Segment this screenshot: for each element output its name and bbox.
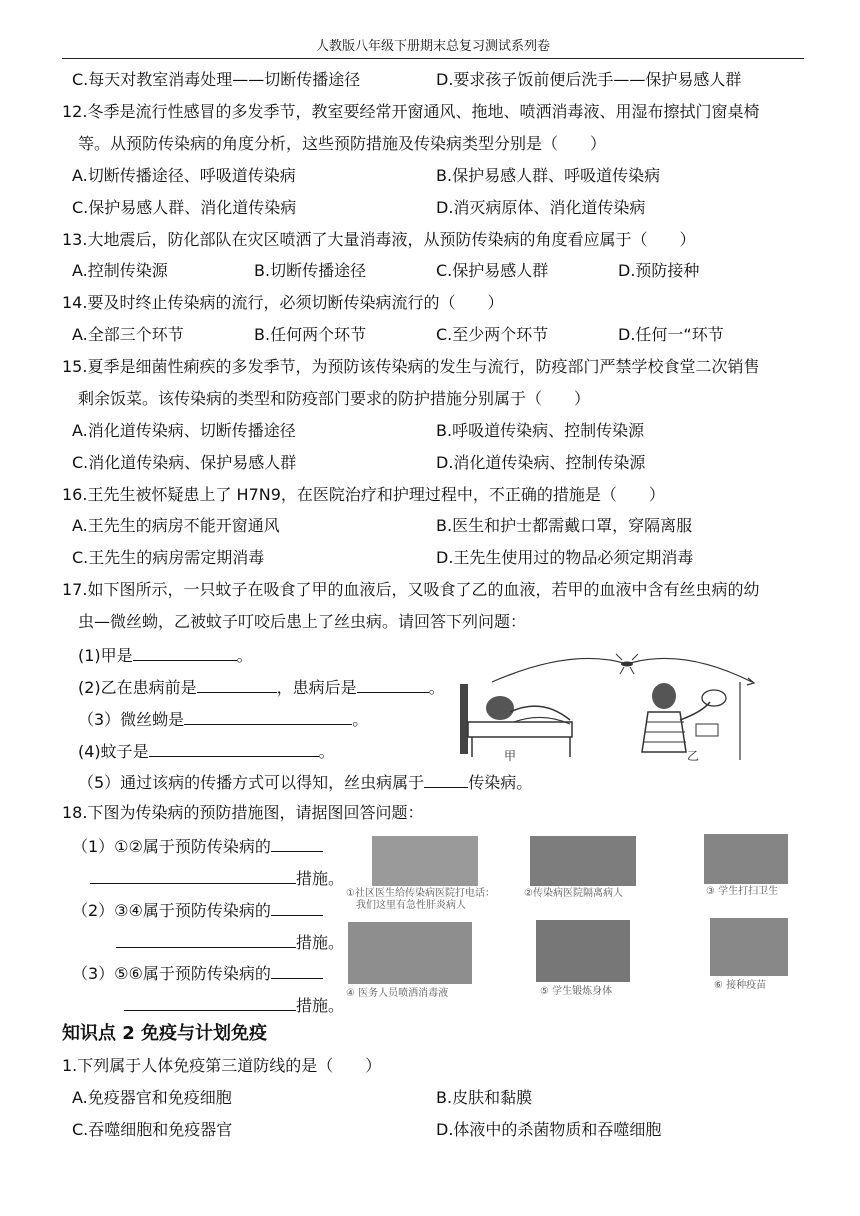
label-jia: 甲 <box>504 749 517 763</box>
q13-option-b: B.切断传播途径 <box>254 261 367 280</box>
q15-option-a: A.消化道传染病、切断传播途径 <box>72 421 296 440</box>
photo-hospital-isolation <box>530 836 636 886</box>
section-heading-kp2: 知识点 2 免疫与计划免疫 <box>62 1023 268 1044</box>
q15-option-b: B.呼吸道传染病、控制传染源 <box>436 421 645 440</box>
q15-stem-cont: 剩余饭菜。该传染病的类型和防疫部门要求的防护措施分别属于（ ） <box>78 389 591 408</box>
photo-doctor-phone <box>372 836 478 886</box>
q17-part3: （3）微丝蚴是 。 <box>78 707 368 731</box>
q18-part1: （1）①②属于预防传染病的 <box>72 834 323 858</box>
q14-stem: 14.要及时终止传染病的流行，必须切断传染病流行的（ ） <box>62 293 504 312</box>
q14-option-c: C.至少两个环节 <box>436 325 549 344</box>
q16-option-c: C.王先生的病房需定期消毒 <box>72 548 265 567</box>
photo-students-exercise <box>536 920 630 982</box>
q11-option-d: D.要求孩子饭前便后洗手——保护易感人群 <box>436 70 742 89</box>
q17-stem-cont: 虫—微丝蚴，乙被蚊子叮咬后患上了丝虫病。请回答下列问题： <box>78 612 527 631</box>
q18-stem: 18.下图为传染病的预防措施图，请据图回答问题： <box>62 803 424 822</box>
k1-option-a: A.免疫器官和免疫细胞 <box>72 1088 232 1107</box>
answer-blank[interactable] <box>149 739 319 757</box>
k1-stem: 1.下列属于人体免疫第三道防线的是（ ） <box>62 1056 382 1075</box>
q12-stem-cont: 等。从预防传染病的角度分析，这些预防措施及传染病类型分别是（ ） <box>78 134 607 153</box>
caption-3: ③ 学生打扫卫生 <box>706 886 779 897</box>
q17-part1: (1)甲是 。 <box>78 643 253 667</box>
answer-blank[interactable] <box>116 930 296 948</box>
page-header: 人教版八年级下册期末总复习测试系列卷 <box>62 36 804 59</box>
k1-option-d: D.体液中的杀菌物质和吞噬细胞 <box>436 1120 662 1139</box>
q13-option-c: C.保护易感人群 <box>436 261 549 280</box>
answer-blank[interactable] <box>271 898 323 916</box>
q17-part5: （5）通过该病的传播方式可以得知，丝虫病属于 传染病。 <box>78 770 532 794</box>
answer-blank[interactable] <box>133 643 237 661</box>
caption-4: ④ 医务人员喷洒消毒液 <box>346 988 449 999</box>
caption-2: ②传染病医院隔离病人 <box>524 888 623 899</box>
answer-blank[interactable] <box>124 993 296 1011</box>
answer-blank[interactable] <box>90 866 296 884</box>
q14-option-d: D.任何一“环节 <box>618 325 724 344</box>
q12-stem: 12.冬季是流行性感冒的多发季节，教室要经常开窗通风、拖地、喷洒消毒液、用湿布擦拭门窗桌椅 <box>62 102 760 121</box>
q14-option-b: B.任何两个环节 <box>254 325 367 344</box>
q13-stem: 13.大地震后，防化部队在灾区喷洒了大量消毒液，从预防传染病的角度看应属于（ ） <box>62 230 696 249</box>
q15-stem: 15.夏季是细菌性痢疾的多发季节，为预防该传染病的发生与流行，防疫部门严禁学校食堂二次销售 <box>62 357 760 376</box>
q18-part1-cont: 措施。 <box>90 866 344 890</box>
q18-part3-cont: 措施。 <box>124 993 344 1017</box>
q15-option-d: D.消化道传染病、控制传染源 <box>436 453 646 472</box>
photo-vaccination <box>710 918 788 976</box>
answer-blank[interactable] <box>184 707 352 725</box>
q18-part2: （2）③④属于预防传染病的 <box>72 898 323 922</box>
k1-option-c: C.吞噬细胞和免疫器官 <box>72 1120 233 1139</box>
q12-option-a: A.切断传播途径、呼吸道传染病 <box>72 166 296 185</box>
q12-option-d: D.消灭病原体、消化道传染病 <box>436 198 646 217</box>
q17-stem: 17.如下图所示，一只蚊子在吸食了甲的血液后，又吸食了乙的血液，若甲的血液中含有丝虫病的幼 <box>62 580 760 599</box>
q14-option-a: A.全部三个环节 <box>72 325 184 344</box>
q15-option-c: C.消化道传染病、保护易感人群 <box>72 453 297 472</box>
q16-stem: 16.王先生被怀疑患上了 H7N9，在医院治疗和护理过程中，不正确的措施是（ ） <box>62 485 665 504</box>
answer-blank[interactable] <box>357 675 429 693</box>
answer-blank[interactable] <box>197 675 277 693</box>
mosquito-transmission-figure <box>452 642 806 770</box>
q16-option-d: D.王先生使用过的物品必须定期消毒 <box>436 548 694 567</box>
mosquito-icon <box>616 654 638 674</box>
caption-1a: ①社区医生给传染病医院打电话： <box>346 888 495 899</box>
caption-6: ⑥ 接种疫苗 <box>714 980 767 991</box>
answer-blank[interactable] <box>271 834 323 852</box>
q13-option-a: A.控制传染源 <box>72 261 168 280</box>
caption-5: ⑤ 学生锻炼身体 <box>540 986 613 997</box>
q16-option-b: B.医生和护士都需戴口罩，穿隔离服 <box>436 516 693 535</box>
photo-spraying-disinfectant <box>348 922 472 984</box>
q18-part3: （3）⑤⑥属于预防传染病的 <box>72 961 323 985</box>
photo-students-cleaning <box>704 834 788 884</box>
answer-blank[interactable] <box>271 961 323 979</box>
caption-1b: 我们这里有急性肝炎病人 <box>356 900 466 911</box>
q13-option-d: D.预防接种 <box>618 261 700 280</box>
label-yi: 乙 <box>687 749 700 763</box>
q11-option-c: C.每天对教室消毒处理——切断传播途径 <box>72 70 361 89</box>
q17-part4: (4)蚊子是 。 <box>78 739 335 763</box>
k1-option-b: B.皮肤和黏膜 <box>436 1088 533 1107</box>
q12-option-b: B.保护易感人群、呼吸道传染病 <box>436 166 661 185</box>
patient-jia-drawing <box>460 684 572 757</box>
q17-part2: (2)乙在患病前是 ，患病后是 。 <box>78 675 445 699</box>
q16-option-a: A.王先生的病房不能开窗通风 <box>72 516 280 535</box>
q18-part2-cont: 措施。 <box>116 930 344 954</box>
q12-option-c: C.保护易感人群、消化道传染病 <box>72 198 297 217</box>
answer-blank[interactable] <box>424 770 468 788</box>
prevention-measures-figure <box>344 828 806 1006</box>
